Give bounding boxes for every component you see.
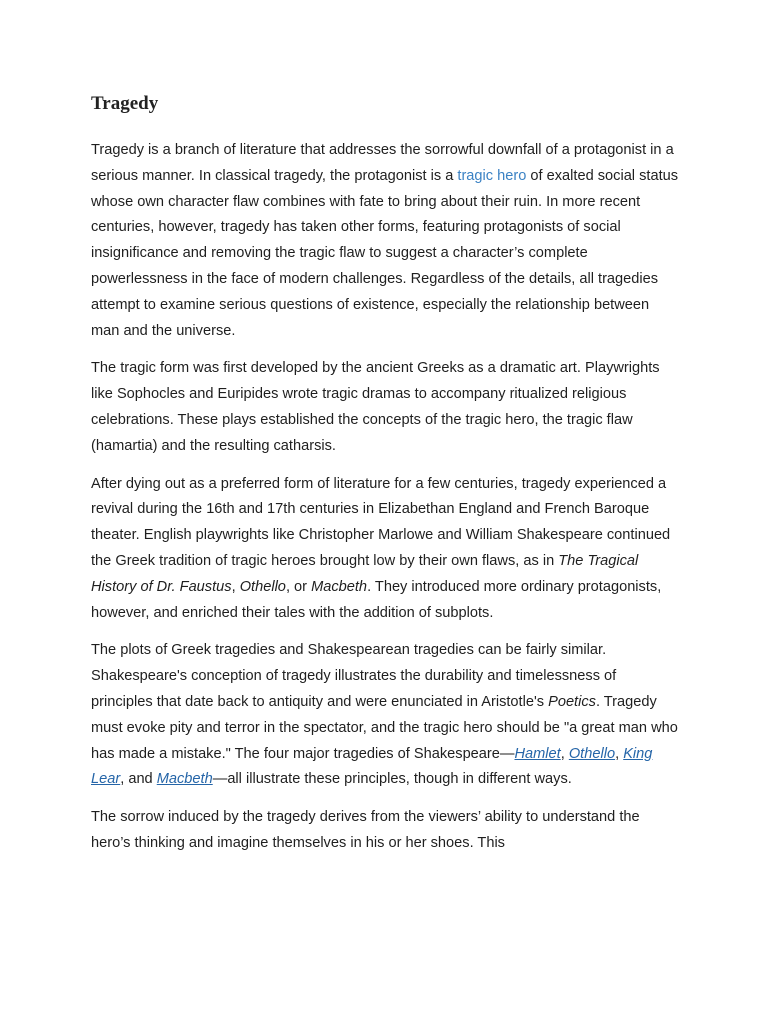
separator: , <box>615 745 624 762</box>
paragraph-4-text-c: —all illustrate these principles, though in different ways. <box>212 771 572 788</box>
paragraph-4-text-a: The plots of Greek tragedies and Shakespearean tragedies can be fairly similar. Shakespeare's conception of tragedy illustrates the durability and timelessness of principles that date back to antiquity and were enunciated in Aristotle's <box>91 642 617 710</box>
paragraph-4 <box>91 638 681 793</box>
paragraph-1-text-b: of exalted social status whose own character flaw combines with fate to bring about their ruin. In more recent centuries, however, tragedy has taken other forms, featuring protagonists of social insignificance and removing the tragic flaw to suggest a character’s complete powerlessness in the face of modern challenges. Regardless of the details, all tragedies attempt to examine serious questions of existence, especially the relationship between man and the universe. <box>91 167 679 339</box>
paragraph-3-text-a: After dying out as a preferred form of literature for a few centuries, tragedy experienced a revival during the 16th and 17th centuries in Elizabethan England and French Baroque theater. English playwrights like Christopher Marlowe and William Shakespeare continued the Greek tradition of tragic heroes brought low by their own flaws, as in <box>91 475 671 569</box>
macbeth-link[interactable]: Macbeth <box>156 771 213 788</box>
separator: , or <box>285 578 312 595</box>
paragraph-5: The sorrow induced by the tragedy derives from the viewers’ ability to understand the hero’s thinking and imagine themselves in his or her shoes. This <box>91 809 640 851</box>
macbeth-title: Macbeth <box>311 578 368 595</box>
poetics-title: Poetics <box>548 693 596 710</box>
faustus-title: The Tragical History of Dr. Faustus <box>91 552 639 595</box>
paragraph-3-text-b: . They introduced more ordinary protagonists, however, and enriched their tales with the addition of subplots. <box>91 578 662 621</box>
separator: , <box>231 578 240 595</box>
hamlet-link[interactable]: Hamlet <box>514 745 561 762</box>
paragraph-1 <box>91 138 681 344</box>
othello-title: Othello <box>239 578 286 595</box>
paragraph-4-text-b: . Tragedy must evoke pity and terror in the spectator, and the tragic hero should be "a great man who has made a mistake." The four major tragedies of Shakespeare— <box>91 693 678 762</box>
king-lear-link[interactable]: King Lear <box>91 745 653 788</box>
separator: , <box>560 745 569 762</box>
separator: , and <box>120 771 157 788</box>
tragic-hero-link[interactable]: tragic hero <box>457 167 527 184</box>
paragraph-2: The tragic form was first developed by the ancient Greeks as a dramatic art. Playwrights like Sophocles and Euripides wrote tragic dramas to accompany ritualized religious celebrations. These plays established the concepts of the tragic hero, the tragic flaw (hamartia) and the resulting catharsis. <box>91 360 660 454</box>
othello-link[interactable]: Othello <box>568 745 616 762</box>
document-page <box>91 90 681 869</box>
paragraph-1-text-a: Tragedy is a branch of literature that addresses the sorrowful downfall of a protagonist in a serious manner. In classical tragedy, the protagonist is a <box>91 142 674 184</box>
paragraph-3 <box>91 472 681 627</box>
page-title: Tragedy <box>91 93 159 114</box>
